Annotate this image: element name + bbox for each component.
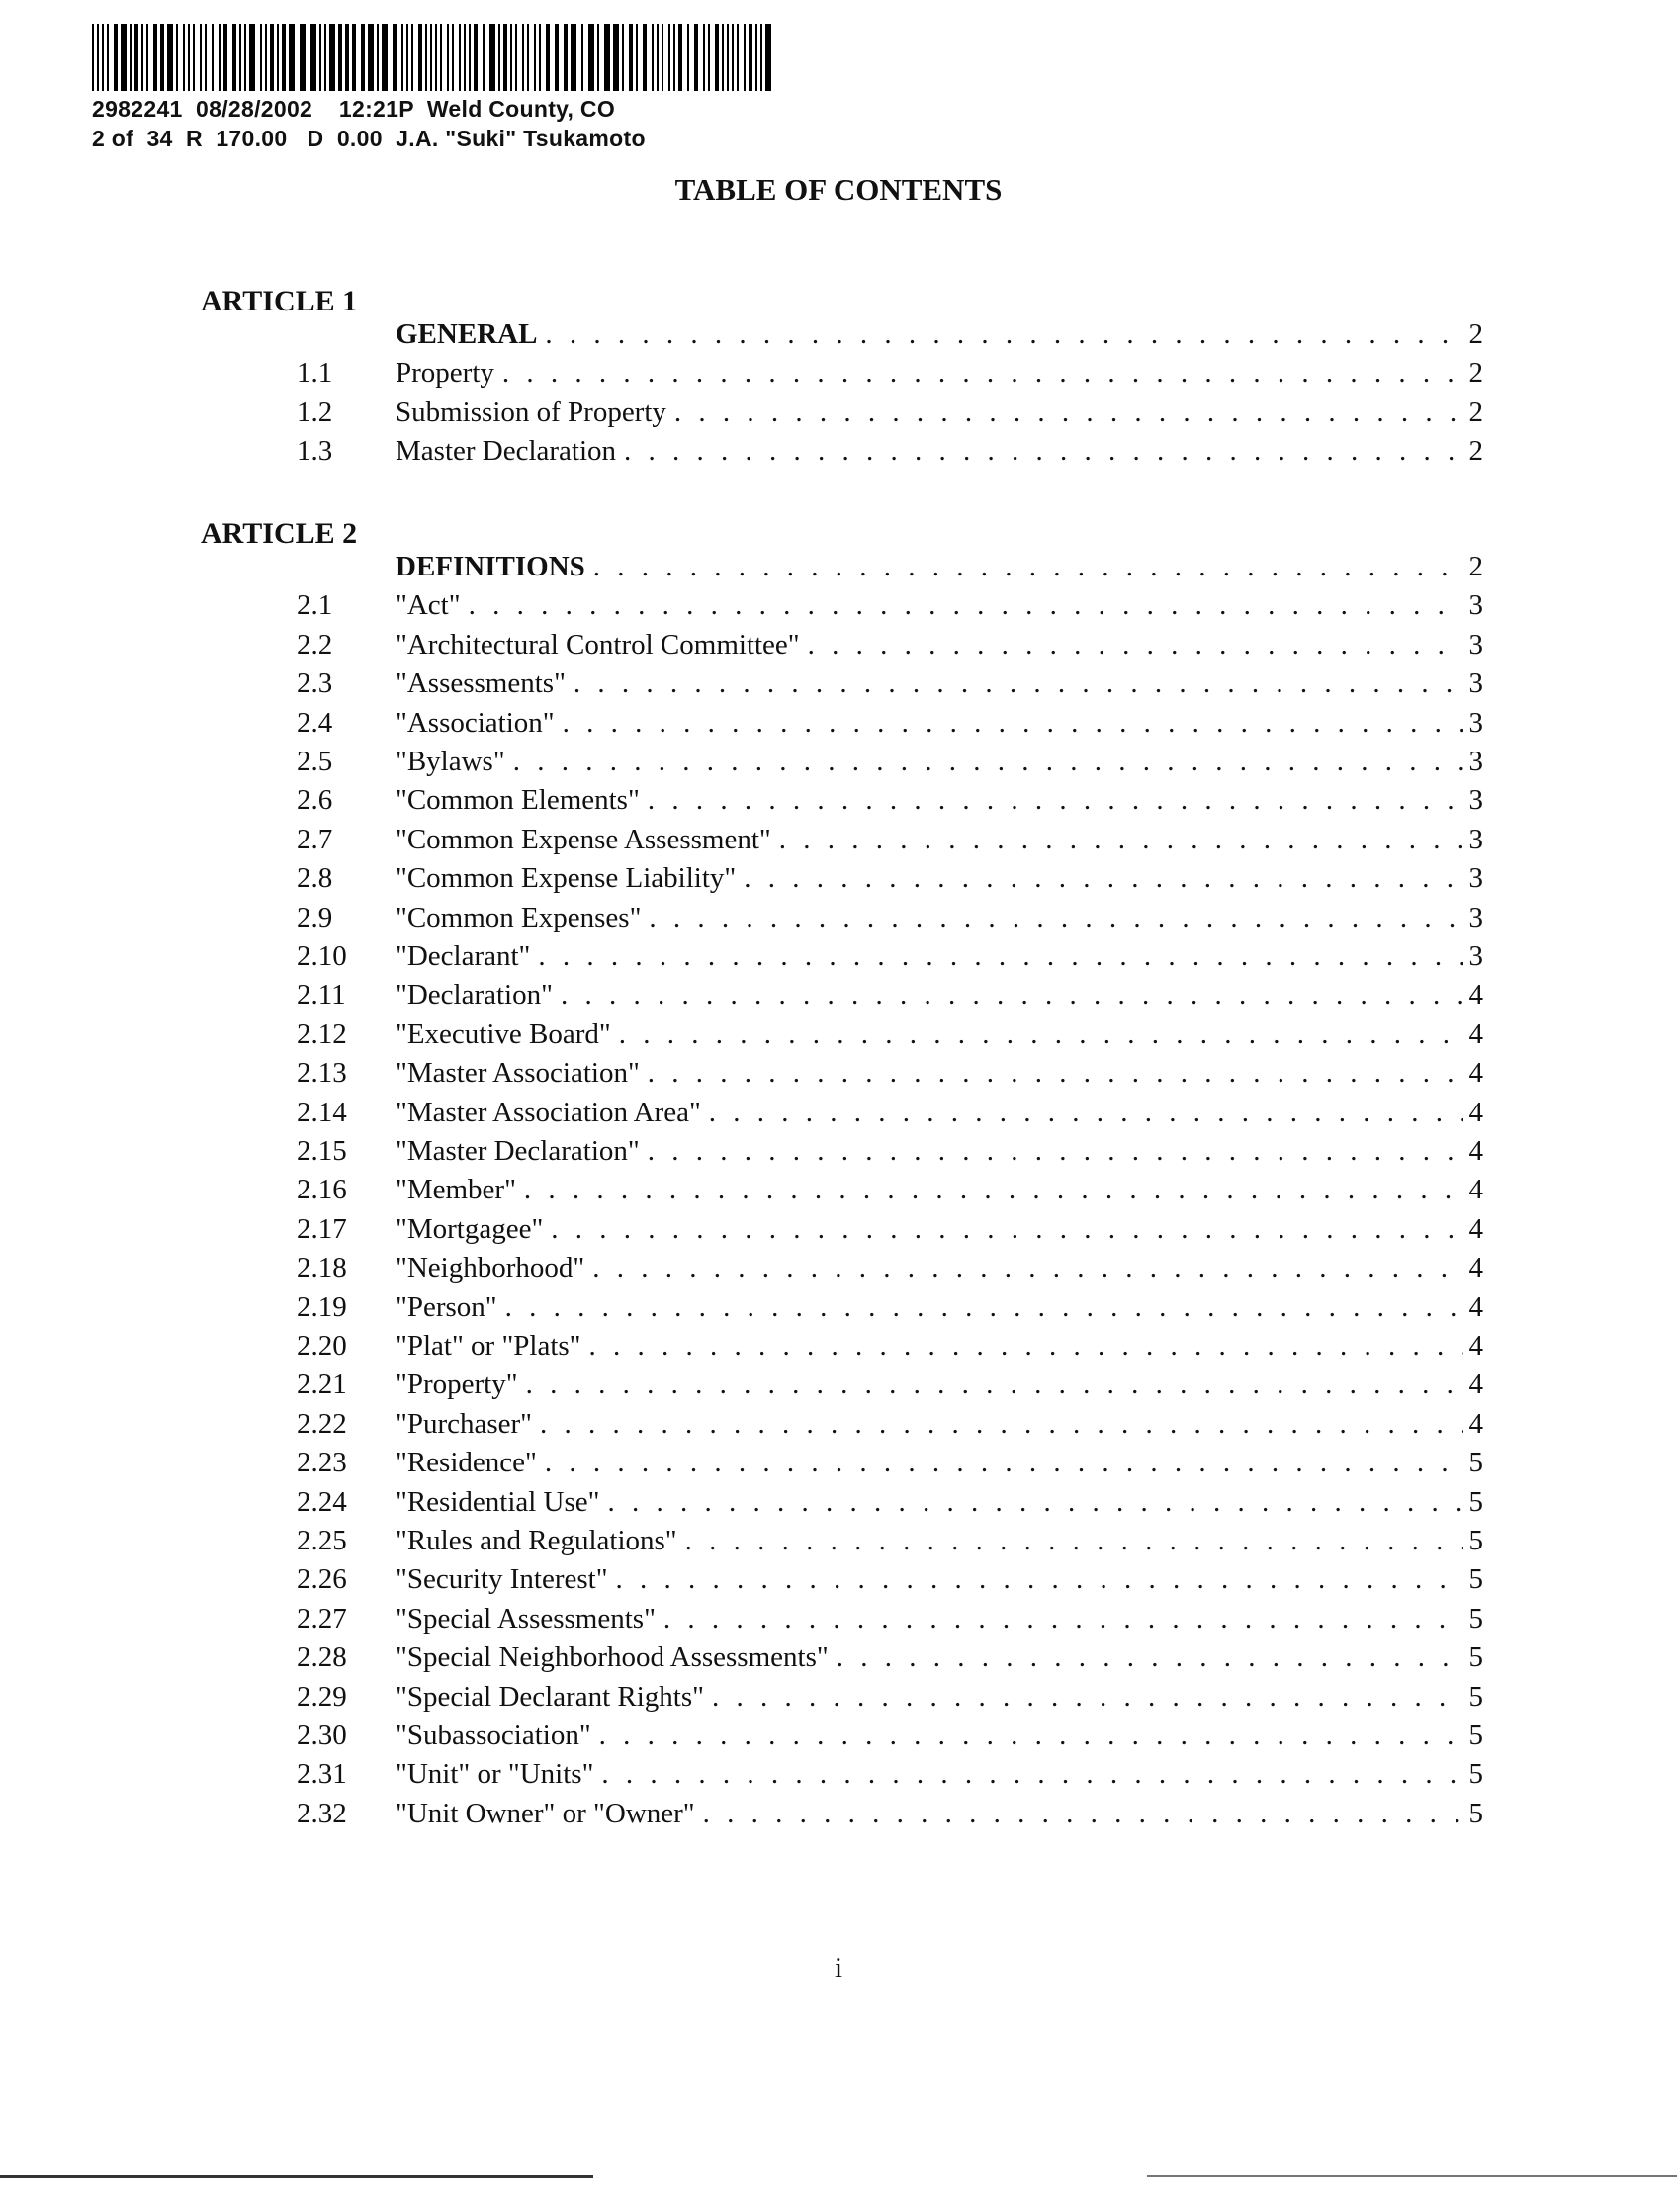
barcode-bar <box>483 24 485 91</box>
barcode-bar <box>703 24 705 91</box>
toc-entry-title: GENERAL <box>396 318 538 350</box>
toc-entry <box>297 820 1483 859</box>
barcode-bar <box>555 24 559 91</box>
footer-rule-right <box>1147 2175 1677 2177</box>
barcode-bar <box>310 24 316 91</box>
toc-leader-dots <box>540 1404 1462 1444</box>
toc-entry-page: 5 <box>1468 1758 1483 1791</box>
barcode-bar <box>503 24 507 91</box>
toc-entry <box>297 625 1483 664</box>
barcode-bar <box>715 24 719 91</box>
toc-entry-number: 2.15 <box>297 1135 347 1167</box>
toc-entry-title: "Declaration" <box>396 979 553 1012</box>
toc-entry-title: Property <box>396 357 494 390</box>
toc-entry-number: 2.10 <box>297 940 347 972</box>
toc-entry-page: 5 <box>1468 1720 1483 1751</box>
barcode-bar <box>755 24 757 91</box>
toc-entry-page: 5 <box>1468 1602 1483 1635</box>
barcode-bar <box>377 24 379 91</box>
toc-entry <box>297 1209 1483 1249</box>
toc-entry-page: 5 <box>1468 1641 1483 1674</box>
barcode-bar <box>564 24 568 91</box>
barcode-bar <box>737 24 739 91</box>
toc-entry-page: 5 <box>1468 1525 1483 1556</box>
barcode-bar <box>361 24 365 91</box>
barcode-bar <box>205 24 207 91</box>
toc-entry-title: DEFINITIONS <box>396 551 585 582</box>
toc-leader-dots <box>712 1677 1463 1717</box>
barcode-bar <box>708 24 710 91</box>
toc-entry-title: "Common Elements" <box>396 784 640 817</box>
toc-entry <box>297 431 1483 471</box>
toc-entry-page: 4 <box>1468 1369 1483 1401</box>
toc-entry <box>297 742 1483 781</box>
barcode-bar <box>657 24 659 91</box>
barcode-bar <box>134 24 138 91</box>
toc-entry <box>297 1716 1483 1755</box>
barcode-bar <box>188 24 190 91</box>
barcode-bar <box>727 24 729 91</box>
barcode-bar <box>469 24 471 91</box>
toc-entry <box>297 1093 1483 1132</box>
toc-leader-dots <box>505 1287 1463 1327</box>
barcode-bar <box>447 24 449 91</box>
toc-entry-page: 4 <box>1468 1135 1483 1167</box>
toc-entry-page: 5 <box>1468 1447 1483 1479</box>
toc-entry-number: 2.23 <box>297 1447 347 1479</box>
barcode-bar <box>440 24 442 91</box>
toc-entry-page: 3 <box>1468 628 1483 661</box>
barcode-bar <box>597 24 599 91</box>
barcode-bar <box>141 24 143 91</box>
toc-entry <box>297 1482 1483 1522</box>
toc-entry-number: 2.22 <box>297 1407 347 1440</box>
barcode-bar <box>244 24 246 91</box>
toc-leader-dots <box>663 1599 1463 1638</box>
toc-leader-dots <box>551 1209 1462 1249</box>
barcode-bar <box>319 24 321 91</box>
toc-leader-dots <box>808 625 1463 664</box>
toc-entry <box>297 1053 1483 1093</box>
toc-entry-title: "Unit" or "Units" <box>396 1758 594 1791</box>
toc-leader-dots <box>779 820 1463 859</box>
toc-entry-page: 3 <box>1468 940 1483 972</box>
toc-entry <box>297 975 1483 1015</box>
toc-entry-number: 1.3 <box>297 435 333 468</box>
toc-entry-title: "Person" <box>396 1290 497 1323</box>
toc-entry-number: 2.25 <box>297 1525 347 1556</box>
toc-leader-dots <box>538 936 1462 976</box>
barcode-bar <box>515 24 517 91</box>
toc-entry-number: 2.9 <box>297 901 333 933</box>
barcode-bar <box>401 24 403 91</box>
toc-entry-page: 5 <box>1468 1680 1483 1713</box>
toc-leader-dots <box>674 393 1463 432</box>
barcode-bar <box>435 24 437 91</box>
barcode-bar <box>176 24 178 91</box>
toc-entry-number: 2.6 <box>297 784 333 817</box>
toc-entry-page: 3 <box>1468 901 1483 933</box>
barcode-bar <box>114 24 118 91</box>
barcode-bar <box>678 24 682 91</box>
toc-entry-title: "Subassociation" <box>396 1720 591 1751</box>
toc-entry-title: "Declarant" <box>396 940 531 972</box>
barcode-bar <box>411 24 413 91</box>
barcode-bar <box>652 24 654 91</box>
toc-entry <box>297 1015 1483 1054</box>
barcode-bar <box>102 24 104 91</box>
toc-entry-page: 2 <box>1468 435 1483 468</box>
barcode-bar <box>265 24 267 91</box>
recording-stamp <box>92 94 646 153</box>
toc-entry-title: "Special Declarant Rights" <box>396 1680 704 1713</box>
toc-leader-dots <box>513 742 1463 781</box>
barcode-bar <box>571 24 576 91</box>
toc-entry-page: 3 <box>1468 823 1483 855</box>
toc-entry-page: 5 <box>1468 1797 1483 1829</box>
barcode-bar <box>622 24 624 91</box>
toc-entry-number: 2.27 <box>297 1602 347 1635</box>
barcode-bar <box>425 24 427 91</box>
barcode-bar <box>534 24 536 91</box>
toc-entry-number: 2.11 <box>297 979 346 1012</box>
toc-entry-title: "Association" <box>396 706 555 739</box>
barcode-bar <box>522 24 524 91</box>
toc-entry-number: 2.4 <box>297 706 333 739</box>
toc-entry <box>297 1637 1483 1677</box>
toc-entry-title: "Act" <box>396 589 461 622</box>
barcode-bar <box>219 24 221 91</box>
toc-entry <box>297 314 1483 354</box>
toc-entry-number: 2.18 <box>297 1252 347 1284</box>
toc-leader-dots <box>619 1015 1463 1054</box>
toc-leader-dots <box>601 1754 1462 1794</box>
toc-leader-dots <box>574 664 1463 703</box>
toc-entry-page: 3 <box>1468 746 1483 777</box>
barcode-bar <box>329 24 335 91</box>
toc-entry <box>297 780 1483 820</box>
article1-heading: ARTICLE 1 <box>201 285 358 317</box>
toc-entry-number: 2.21 <box>297 1369 347 1401</box>
toc-entry-title: "Rules and Regulations" <box>396 1525 677 1556</box>
toc-entry-title: "Bylaws" <box>396 746 505 777</box>
toc-entry-title: "Common Expense Liability" <box>396 862 737 895</box>
barcode-bar <box>270 24 274 91</box>
barcode-bar <box>539 24 541 91</box>
toc-entry <box>297 393 1483 432</box>
barcode-bar <box>183 24 185 91</box>
toc-entry-page: 4 <box>1468 1174 1483 1206</box>
toc-leader-dots <box>545 314 1462 354</box>
barcode-bar <box>474 24 478 91</box>
toc-entry-title: "Special Assessments" <box>396 1602 656 1635</box>
recording-line-2: 2 of 34 R 170.00 D 0.00 J.A. "Suki" Tsukamoto <box>92 126 646 151</box>
toc-entry-title: "Master Declaration" <box>396 1135 640 1167</box>
toc-entry-page: 4 <box>1468 1018 1483 1050</box>
toc-entry <box>297 898 1483 937</box>
toc-entry <box>297 1443 1483 1482</box>
toc-entry-title: "Architectural Control Committee" <box>396 628 800 661</box>
toc-entry-number: 2.32 <box>297 1797 347 1829</box>
barcode-bar <box>613 24 619 91</box>
toc-leader-dots <box>592 1248 1462 1287</box>
toc-leader-dots <box>616 1559 1463 1599</box>
barcode-bar <box>153 24 157 91</box>
toc-entry-page: 2 <box>1468 551 1483 582</box>
toc-entry <box>297 1599 1483 1638</box>
barcode-bar <box>636 24 638 91</box>
toc-leader-dots <box>589 1326 1463 1366</box>
recording-barcode <box>92 24 778 91</box>
toc-entry-title: "Residence" <box>396 1447 537 1479</box>
toc-leader-dots <box>526 1365 1463 1404</box>
toc-leader-dots <box>608 1482 1463 1522</box>
toc-entry <box>297 1559 1483 1599</box>
toc-entry-number: 2.19 <box>297 1290 347 1323</box>
toc-entry <box>297 1287 1483 1327</box>
barcode-bar <box>546 24 550 91</box>
toc-entry-title: "Mortgagee" <box>396 1212 544 1245</box>
toc-entry <box>297 1248 1483 1287</box>
toc-entry <box>297 353 1483 393</box>
toc-entry-page: 2 <box>1468 396 1483 428</box>
toc-entry <box>297 1754 1483 1794</box>
barcode-bar <box>673 24 675 91</box>
toc-leader-dots <box>545 1443 1463 1482</box>
barcode-bar <box>430 24 432 91</box>
toc-leader-dots <box>624 431 1462 471</box>
toc-leader-dots <box>469 585 1463 625</box>
toc-entry <box>297 547 1483 586</box>
toc-entry-title: "Unit Owner" or "Owner" <box>396 1797 695 1829</box>
article2-heading: ARTICLE 2 <box>201 517 358 550</box>
toc-entry-title: "Assessments" <box>396 667 566 700</box>
toc-leader-dots <box>561 975 1463 1015</box>
toc-entry-title: "Residential Use" <box>396 1485 600 1518</box>
toc-leader-dots <box>648 1131 1463 1171</box>
toc-leader-dots <box>502 353 1463 393</box>
barcode-bar <box>289 24 295 91</box>
barcode-bar <box>167 24 173 91</box>
barcode-bar <box>459 24 461 91</box>
barcode-bar <box>406 24 408 91</box>
barcode-bar <box>160 24 164 91</box>
toc-leader-dots <box>649 898 1462 937</box>
barcode-bar <box>368 24 374 91</box>
barcode-bar <box>107 24 109 91</box>
barcode-bar <box>282 24 286 91</box>
barcode-bar <box>760 24 762 91</box>
barcode-bar <box>687 24 689 91</box>
toc-entry <box>297 1794 1483 1833</box>
toc-entry-page: 4 <box>1468 979 1483 1012</box>
toc-entry <box>297 1170 1483 1209</box>
recording-line-1: 2982241 08/28/2002 12:21P Weld County, CO <box>92 96 616 122</box>
toc-leader-dots <box>599 1716 1463 1755</box>
toc-leader-dots <box>648 1053 1463 1093</box>
toc-entry-number: 2.24 <box>297 1485 347 1518</box>
toc-leader-dots <box>703 1794 1463 1833</box>
toc-entry-number: 2.16 <box>297 1174 347 1206</box>
toc-entry <box>297 1677 1483 1717</box>
barcode-bar <box>382 24 388 91</box>
barcode-bar <box>146 24 148 91</box>
toc-leader-dots <box>648 780 1463 820</box>
barcode-bar <box>345 24 349 91</box>
toc-leader-dots <box>563 703 1463 743</box>
barcode-bar <box>527 24 529 91</box>
barcode-bar <box>260 24 262 91</box>
toc-entry-page: 4 <box>1468 1330 1483 1362</box>
toc-entry-page: 3 <box>1468 862 1483 895</box>
toc-entry-title: "Master Association" <box>396 1057 640 1090</box>
barcode-bar <box>277 24 279 91</box>
toc-entry-page: 3 <box>1468 667 1483 700</box>
barcode-bar <box>324 24 326 91</box>
barcode-bar <box>393 24 397 91</box>
toc-entry-page: 3 <box>1468 589 1483 622</box>
page-number: i <box>834 1952 843 1984</box>
toc-entry-title: "Member" <box>396 1174 516 1206</box>
toc-entry-title: "Common Expenses" <box>396 901 642 933</box>
toc-entry-number: 2.26 <box>297 1563 347 1596</box>
toc-entry-number: 2.30 <box>297 1720 347 1751</box>
toc-entry-page: 5 <box>1468 1563 1483 1596</box>
barcode-bar <box>643 24 647 91</box>
toc-entry-title: "Neighborhood" <box>396 1252 585 1284</box>
toc-entry-number: 2.29 <box>297 1680 347 1713</box>
toc-entry-page: 4 <box>1468 1057 1483 1090</box>
toc-entry-number: 2.28 <box>297 1641 347 1674</box>
toc-entry-page: 5 <box>1468 1485 1483 1518</box>
toc-entry <box>297 858 1483 898</box>
barcode-bar <box>97 24 99 91</box>
toc-leader-dots <box>685 1521 1463 1560</box>
toc-entry-page: 4 <box>1468 1212 1483 1245</box>
barcode-bar <box>744 24 746 91</box>
toc-entry-title: "Purchaser" <box>396 1407 533 1440</box>
barcode-bar <box>121 24 127 91</box>
barcode-bar <box>300 24 306 91</box>
toc-leader-dots <box>837 1637 1463 1677</box>
toc-entry <box>297 585 1483 625</box>
toc-entry-title: "Plat" or "Plats" <box>396 1330 581 1362</box>
toc-entry-number: 1.1 <box>297 357 333 390</box>
toc-entry <box>297 936 1483 976</box>
toc-leader-dots <box>709 1093 1463 1132</box>
barcode-bar <box>510 24 512 91</box>
toc-entry-number: 2.31 <box>297 1758 347 1791</box>
toc-entry-number: 2.3 <box>297 667 333 700</box>
barcode-bar <box>193 24 195 91</box>
barcode-bar <box>200 24 202 91</box>
toc-leader-dots <box>524 1170 1463 1209</box>
barcode-bar <box>749 24 752 91</box>
toc-entry-number: 2.8 <box>297 862 333 895</box>
barcode-bar <box>212 24 214 91</box>
barcode-bar <box>223 24 227 91</box>
toc-entry-title: Submission of Property <box>396 396 666 428</box>
barcode-bar <box>338 24 342 91</box>
toc-entry-title: "Special Neighborhood Assessments" <box>396 1641 829 1674</box>
toc-entry <box>297 1131 1483 1171</box>
barcode-bar <box>489 24 495 91</box>
barcode-bar <box>92 24 94 91</box>
toc-leader-dots <box>593 547 1463 586</box>
toc-entry-title: "Property" <box>396 1369 518 1401</box>
toc-entry-page: 4 <box>1468 1252 1483 1284</box>
barcode-bar <box>239 24 241 91</box>
footer-rule-left <box>0 2175 593 2178</box>
toc-entry <box>297 1521 1483 1560</box>
toc-entry-number: 2.20 <box>297 1330 347 1362</box>
barcode-bar <box>249 24 255 91</box>
toc-entry-title: "Master Association Area" <box>396 1096 701 1128</box>
barcode-bar <box>588 24 594 91</box>
barcode-bar <box>581 24 583 91</box>
barcode-bar <box>732 24 734 91</box>
toc-entry <box>297 703 1483 743</box>
toc-entry-number: 2.17 <box>297 1212 347 1245</box>
toc-leader-dots <box>744 858 1462 898</box>
toc-entry <box>297 1365 1483 1404</box>
toc-entry-page: 3 <box>1468 706 1483 739</box>
toc-entry <box>297 1404 1483 1444</box>
toc-entry-page: 2 <box>1468 318 1483 350</box>
toc-entry-page: 2 <box>1468 357 1483 390</box>
barcode-bar <box>765 24 771 91</box>
toc-entry <box>297 664 1483 703</box>
barcode-bar <box>130 24 132 91</box>
toc-entry-page: 3 <box>1468 784 1483 817</box>
toc-entry <box>297 1326 1483 1366</box>
toc-entry-number: 2.12 <box>297 1018 347 1050</box>
toc-entry-number: 2.13 <box>297 1057 347 1090</box>
barcode-bar <box>662 24 663 91</box>
page-title: TABLE OF CONTENTS <box>674 172 1003 207</box>
barcode-bar <box>498 24 500 91</box>
barcode-bar <box>668 24 670 91</box>
barcode-bar <box>352 24 356 91</box>
barcode-bar <box>694 24 698 91</box>
toc-entry-title: "Common Expense Assessment" <box>396 823 771 855</box>
barcode-bar <box>418 24 422 91</box>
toc-entry-page: 4 <box>1468 1096 1483 1128</box>
toc-entry-number: 2.2 <box>297 628 333 661</box>
toc-entry-title: "Security Interest" <box>396 1563 608 1596</box>
barcode-bar <box>604 24 610 91</box>
toc-entry-number: 2.7 <box>297 823 333 855</box>
barcode-bar <box>629 24 633 91</box>
toc-entry-number: 2.14 <box>297 1096 347 1128</box>
barcode-bar <box>452 24 454 91</box>
barcode-bar <box>232 24 236 91</box>
toc-entry-number: 2.1 <box>297 589 333 622</box>
toc-entry-page: 4 <box>1468 1290 1483 1323</box>
toc-entry-number: 2.5 <box>297 746 333 777</box>
barcode-bar <box>464 24 466 91</box>
barcode-bar <box>722 24 724 91</box>
toc-entry-number: 1.2 <box>297 396 333 428</box>
toc-entry-page: 4 <box>1468 1407 1483 1440</box>
toc-entry-title: Master Declaration <box>396 435 617 468</box>
toc-entry-title: "Executive Board" <box>396 1018 611 1050</box>
